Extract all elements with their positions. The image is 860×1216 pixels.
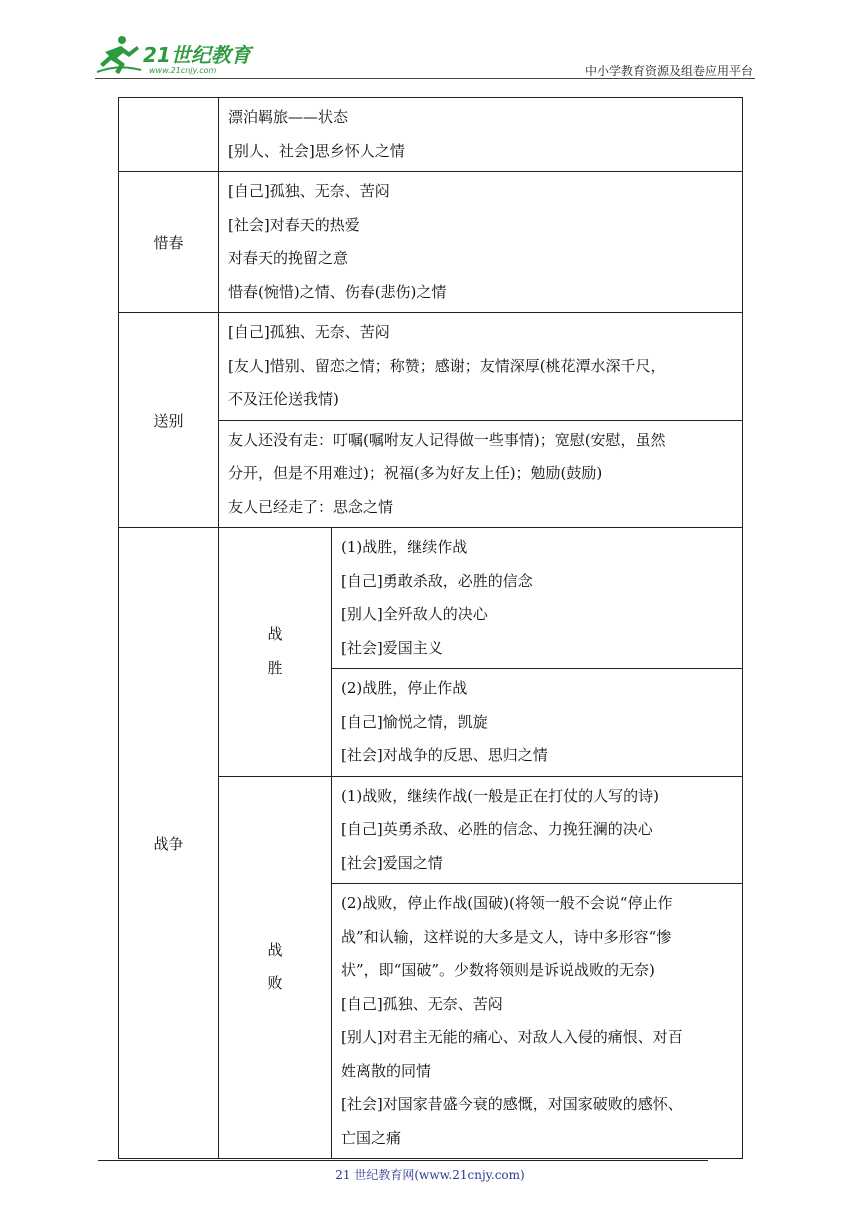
logo-text: 21世纪教育 (143, 43, 251, 67)
table-row-travel (119, 98, 743, 172)
content-line: (2)战败，停止作战(国破)(将领一般不会说“停止作 (341, 894, 673, 912)
content-line: [别人]全歼敌人的决心 (341, 605, 488, 623)
emotion-table (118, 97, 743, 1159)
content-line: 姓离散的同情 (341, 1061, 432, 1080)
content-line: [社会]爱国之情 (341, 853, 443, 872)
content-line: [社会]对战争的反思、思归之情 (341, 746, 548, 764)
content-line: 状”，即“国破”。少数将领则是诉说战败的无奈) (341, 961, 655, 979)
table-row-war-win-1 (119, 528, 743, 669)
platform-text: 中小学教育资源及组卷应用平台 (584, 64, 753, 78)
content-cell (219, 313, 743, 421)
content-cell (332, 884, 743, 1159)
content-line: [自己]孤独、无奈、苦闷 (228, 182, 390, 200)
content-line: [别人]对君主无能的痛心、对敌人入侵的痛恨、对百 (341, 1028, 683, 1046)
content-cell (219, 420, 743, 528)
content-line: 不及汪伦送我情) (228, 390, 339, 408)
footer-divider (98, 1160, 708, 1161)
content-line: 对春天的挽留之意 (228, 249, 349, 267)
footer-link[interactable]: 21 世纪教育网(www.21cnjy.com) (335, 1168, 525, 1182)
content-cell (219, 172, 743, 313)
subcategory-label: 败 (267, 974, 283, 993)
subcategory-cell-win (219, 528, 332, 777)
content-line: [自己]孤独、无奈、苦闷 (341, 994, 503, 1013)
content-line: 战”和认输，这样说的大多是文人，诗中多形容“惨 (341, 927, 672, 946)
content-line: [别人、社会]思乡怀人之情 (228, 141, 405, 160)
21cnjy-logo (95, 34, 265, 78)
content-cell (332, 669, 743, 777)
content-line: [社会]对春天的热爱 (228, 215, 360, 234)
subcategory-cell-lose (219, 776, 332, 1159)
content-line: 惜春(惋惜)之情、伤春(悲伤)之情 (228, 282, 447, 301)
content-line: (1)战败，继续作战(一般是正在打仗的人写的诗) (341, 786, 659, 805)
content-line: 分开，但是不用难过)；祝福(多为好友上任)；勉励(鼓励) (228, 464, 603, 482)
table-row-spring (119, 172, 743, 313)
page-header (95, 34, 755, 78)
category-cell: 送别 (119, 313, 219, 528)
subcategory-label: 战 (267, 940, 283, 959)
content-line: (1)战胜，继续作战 (341, 538, 468, 556)
subcategory-label: 胜 (267, 658, 283, 677)
content-line: [自己]勇敢杀敌，必胜的信念 (341, 571, 533, 590)
content-line: 漂泊羁旅——状态 (228, 108, 349, 126)
content-line: [社会]对国家昔盛今衰的感慨，对国家破败的感怀、 (341, 1095, 683, 1113)
content-line: 友人已经走了：思念之情 (228, 497, 394, 516)
content-cell (332, 528, 743, 669)
content-line: [自己]孤独、无奈、苦闷 (228, 323, 390, 341)
content-cell (332, 776, 743, 884)
category-cell: 战争 (119, 528, 219, 1159)
header-divider (95, 78, 755, 79)
content-line: [自己]愉悦之情，凯旋 (341, 712, 488, 731)
category-cell (119, 98, 219, 172)
category-cell: 惜春 (119, 172, 219, 313)
content-line: [社会]爱国主义 (341, 638, 443, 657)
subcategory-label: 战 (267, 625, 283, 644)
content-cell (219, 98, 743, 172)
content-line: 友人还没有走：叮嘱(嘱咐友人记得做一些事情)；宽慰(安慰，虽然 (228, 430, 666, 449)
logo-url: www.21cnjy.com (149, 66, 217, 75)
table-row-farewell (119, 313, 743, 421)
content-line: (2)战胜，停止作战 (341, 679, 468, 697)
content-line: 亡国之痛 (341, 1128, 402, 1147)
content-line: [友人]惜别、留恋之情；称赞；感谢；友情深厚(桃花潭水深千尺， (228, 356, 666, 375)
content-line: [自己]英勇杀敌、必胜的信念、力挽狂澜的决心 (341, 820, 653, 838)
